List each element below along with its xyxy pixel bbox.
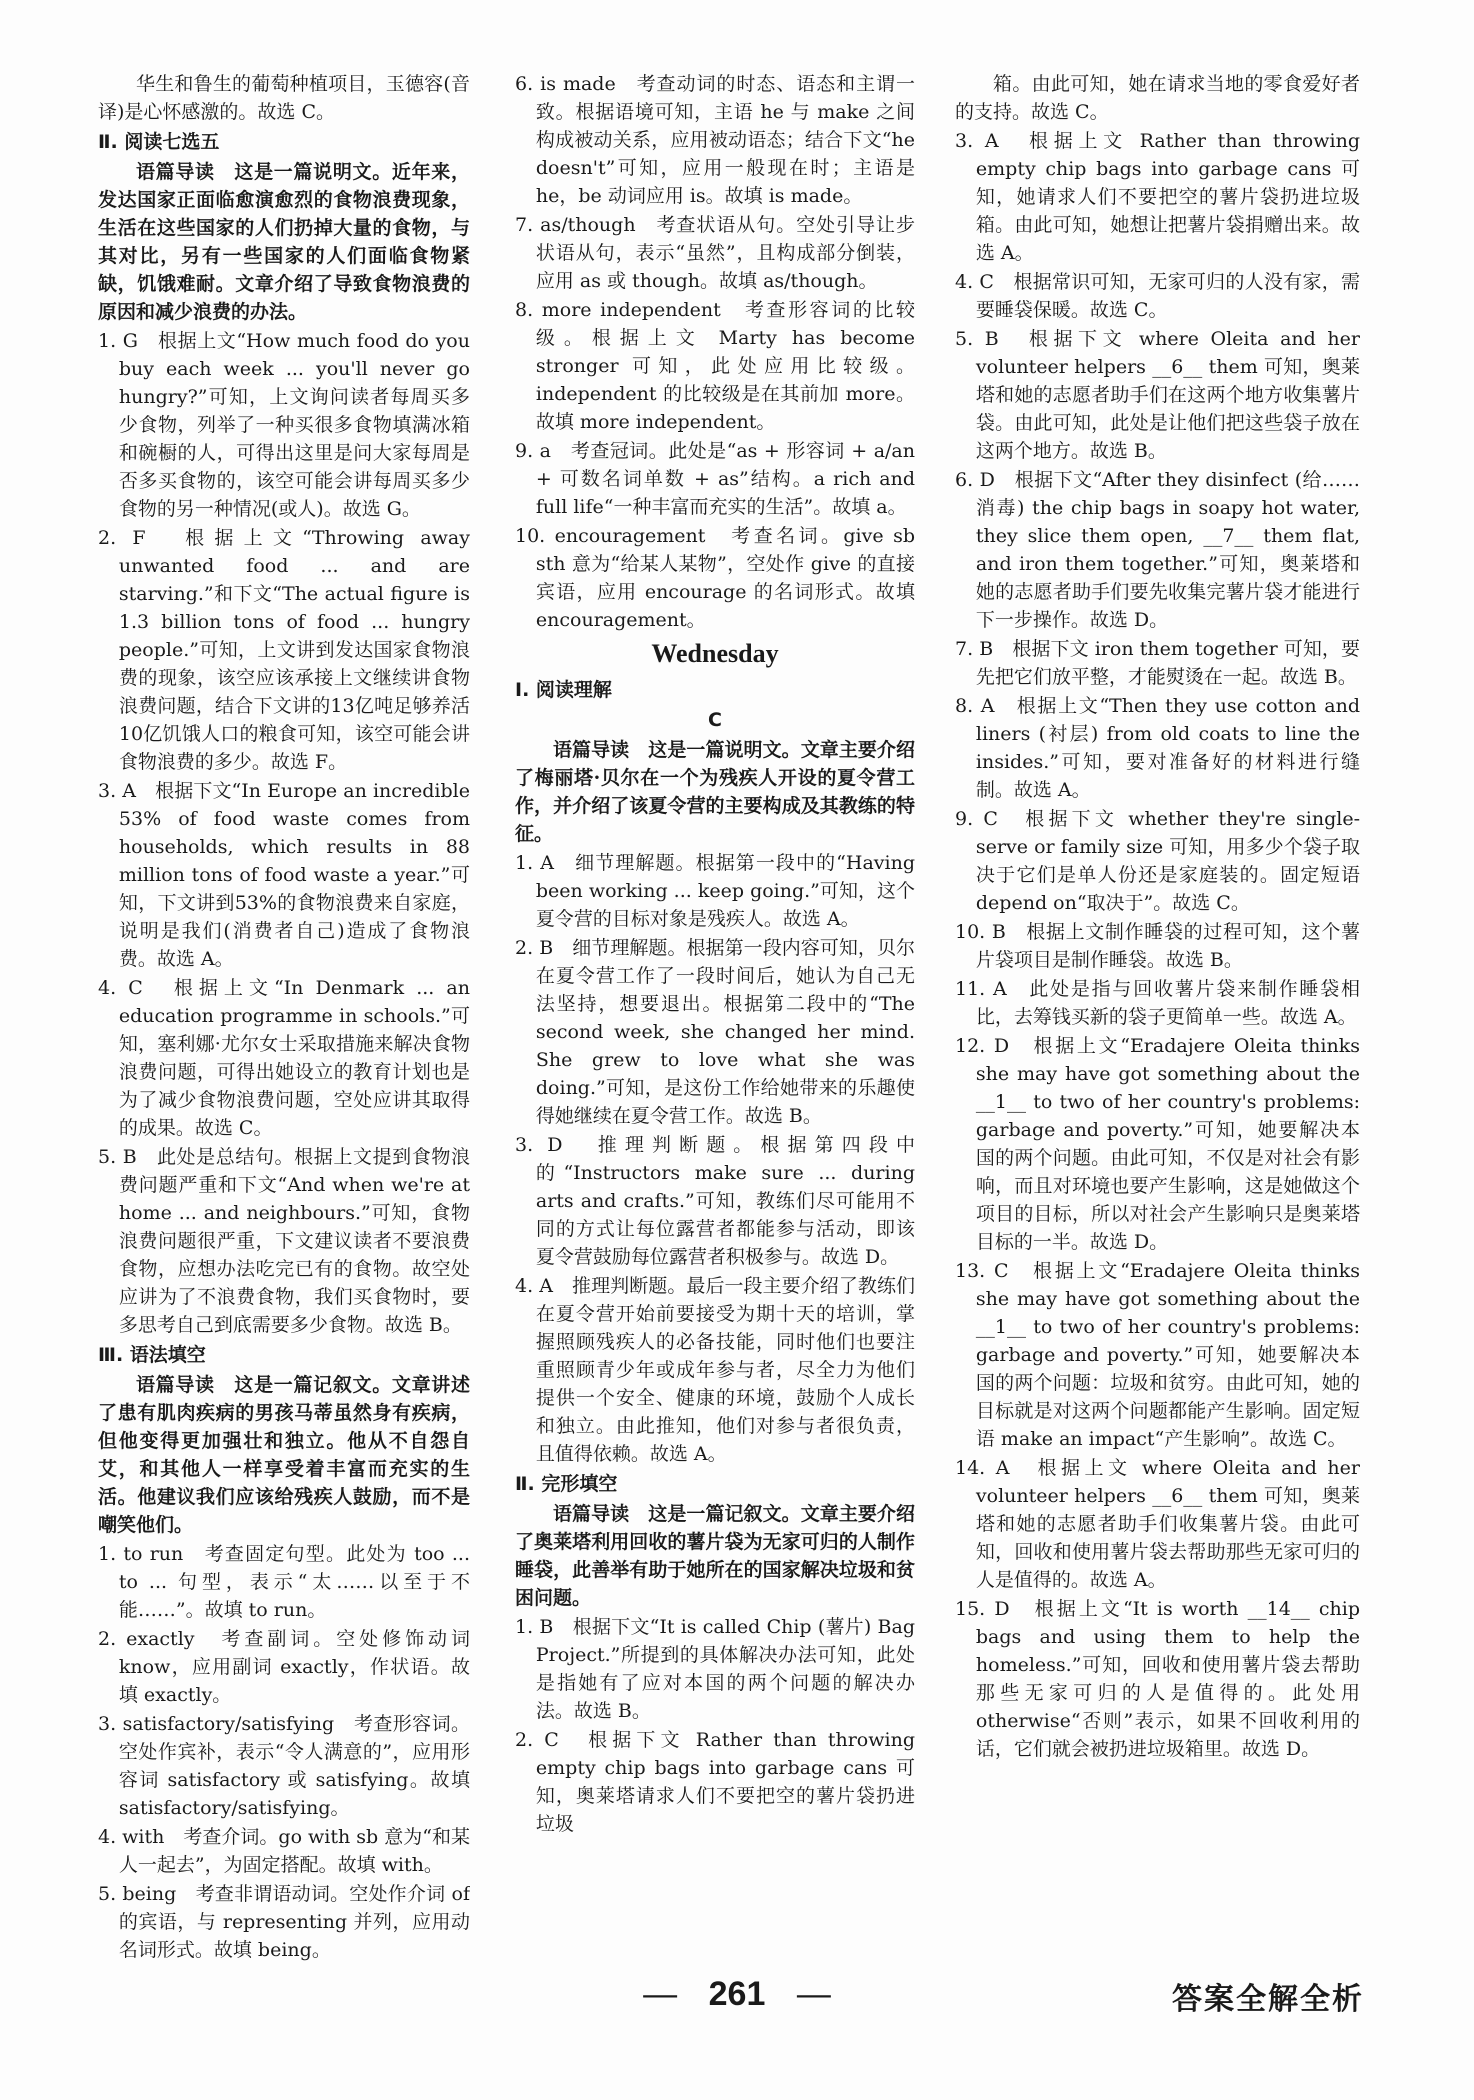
answer-item: 11. A 此处是指与回收薯片袋来制作睡袋相比，去筹钱买新的袋子更简单一些。故选 A。 [955,978,1360,1028]
book-section-title: 答案全解全析 [1172,1982,1364,2017]
answer-item: 12. D 根据上文“Eradajere Oleita thinks she may have got something about the __1__ to two of her country's problems: garbage and poverty.”可知，她要解决本国的两个问题。由此可知，不仅是对社会有影响，而且对环境也要产生影响，这是她做这个项目的目标，所以对社会产生影响只是奥莱塔目标的一半。故选 D。 [955,1035,1360,1253]
answer-item: 4. C 根据上文“In Denmark ... an education programme in schools.”可知，塞利娜·尤尔女士采取措施来解决食物浪费问题，可得出她设立的教育计划也是为了减少食物浪费问题，空处应讲其取得的成果。故选 C。 [98,977,470,1139]
section-heading: Ⅱ. 阅读七选五 [98,131,220,153]
answer-item: 3. satisfactory/satisfying 考查形容词。空处作宾补，表示“令人满意的”，应用形容词 satisfactory 或 satisfying。故填 satisfactory/satisfying。 [98,1713,470,1819]
answer-item: 13. C 根据上文“Eradajere Oleita thinks she may have got something about the __1__ to two of her country's problems: garbage and poverty.”可知，她要解决本国的两个问题：垃圾和贫穷。由此可知，她的目标就是对这两个问题都能产生影响。固定短语 make an impact“产生影响”。故选 C。 [955,1260,1360,1450]
answer-item: 6. D 根据下文“After they disinfect (给……消毒) the chip bags in soapy hot water, they slice them open, __7__ them flat, and iron them together.”可知，奥莱塔和她的志愿者助手们要先收集完薯片袋才能进行下一步操作。故选 D。 [955,469,1360,631]
answer-item: 3. A 根据上文 Rather than throwing empty chip bags into garbage cans 可知，她请求人们不要把空的薯片袋扔进垃圾箱。由此可知，她想让把薯片袋捐赠出来。故选 A。 [955,130,1360,264]
answer-item: 8. A 根据上文“Then they use cotton and liners (衬层) from old coats to line the insides.”可知，要对准备好的材料进行缝制。故选 A。 [955,695,1360,801]
answer-item: 4. with 考查介词。go with sb 意为“和某人一起去”，为固定搭配。故填 with。 [98,1826,470,1876]
answer-item: 2. B 细节理解题。根据第一段内容可知，贝尔在夏令营工作了一段时间后，她认为自己无法坚持，想要退出。根据第二段中的“The second week, she changed her mind. She grew to love what she was doing.”可知，是这份工作给她带来的乐趣使得她继续在夏令营工作。故选 B。 [515,937,915,1127]
answer-item: 3. D 推理判断题。根据第四段中的“Instructors make sure ... during arts and crafts.”可知，教练们尽可能用不同的方式让每位露营者都能参与活动，即该夏令营鼓励每位露营者积极参与。故选 D。 [515,1134,915,1268]
answer-item: 5. B 此处是总结句。根据上文提到食物浪费问题严重和下文“And when we're at home ... and neighbours.”可知，食物浪费问题很严重，下文建议读者不要浪费食物，应想办法吃完已有的食物。故空处应讲为了不浪费食物，我们买食物时，要多思考自己到底需要多少食物。故选 B。 [98,1146,470,1336]
answer-item: 5. B 根据下文 where Oleita and her volunteer helpers __6__ them 可知，奥莱塔和她的志愿者助手们在这两个地方收集薯片袋。由此可知，此处是让他们把这些袋子放在这两个地方。故选 B。 [955,328,1360,462]
answer-item: 1. B 根据下文“It is called Chip (薯片) Bag Project.”所提到的具体解决办法可知，此处是指她有了应对本国的两个问题的解决办法。故选 B。 [515,1616,915,1722]
answer-item: 2. C 根据下文 Rather than throwing empty chip bags into garbage cans 可知，奥莱塔请求人们不要把空的薯片袋扔进垃圾 [515,1729,915,1835]
answer-item: 9. C 根据下文 whether they're single-serve or family size 可知，用多少个袋子取决于它们是单人份还是家庭装的。固定短语 depend on“取决于”。故选 C。 [955,808,1360,914]
answer-item: 1. A 细节理解题。根据第一段中的“Having been working ... keep going.”可知，这个夏令营的目标对象是残疾人。故选 A。 [515,852,915,930]
column-left [98,70,470,1970]
answer-item: 3. A 根据下文“In Europe an incredible 53% of food waste comes from households, which results in 88 million tons of food waste a year.”可知，下文讲到53%的食物浪费来自家庭，说明是我们(消费者自己)造成了食物浪费。故选 A。 [98,780,470,970]
page-number-dash-right: — [796,1975,831,2013]
day-heading: Wednesday [651,639,779,668]
answer-item: 9. a 考查冠词。此处是“as + 形容词 + a/an + 可数名词单数 + as”结构。a rich and full life“一种丰富而充实的生活”。故填 a。 [515,440,915,518]
answer-item: 15. D 根据上文“It is worth __14__ chip bags and using them to help the homeless.”可知，回收和使用薯片袋去帮助那些无家可归的人是值得的。此处用 otherwise“否则”表示，如果不回收利用的话，它们就会被扔进垃圾箱里。故选 D。 [955,1598,1360,1760]
answer-item: 8. more independent 考查形容词的比较级。根据上文 Marty has become stronger 可知，此处应用比较级。independent 的比较级是在其前加 more。故填 more independent。 [515,299,915,433]
answer-item: 10. B 根据上文制作睡袋的过程可知，这个薯片袋项目是制作睡袋。故选 B。 [955,921,1360,971]
answer-item: 1. to run 考查固定句型。此处为 too ... to ... 句型，表示“太……以至于不能……”。故填 to run。 [98,1543,470,1621]
answer-item: 7. B 根据下文 iron them together 可知，要先把它们放平整，才能熨烫在一起。故选 B。 [955,638,1360,688]
section-heading: Ⅲ. 语法填空 [98,1344,206,1366]
answer-item: 2. F 根据上文“Throwing away unwanted food ... and are starving.”和下文“The actual figure is 1.3 billion tons of food ... hungry people.”可知，上文讲到发达国家食物浪费的现象，该空应该承接上文继续讲食物浪费问题，结合下文讲的13亿吨足够养活10亿饥饿人口的粮食可知，该空可能会讲食物浪费的多少。故选 F。 [98,527,470,773]
answer-item: 4. A 推理判断题。最后一段主要介绍了教练们在夏令营开始前要接受为期十天的培训，掌握照顾残疾人的必备技能，同时他们也要注重照顾青少年或成年参与者，尽全力为他们提供一个安全、健康的环境，鼓励个人成长和独立。由此推知，他们对参与者很负责，且值得依赖。故选 A。 [515,1275,915,1465]
passage-guide: 语篇导读 这是一篇说明文。近年来，发达国家正面临愈演愈烈的食物浪费现象，生活在这些国家的人们扔掉大量的食物，与其对比，另有一些国家的人们面临食物紧缺，饥饿难耐。文章介绍了导致食物浪费的原因和减少浪费的办法。 [98,161,470,323]
column-right [955,70,1360,1970]
answer-item: 1. G 根据上文“How much food do you buy each week ... you'll never go hungry?”可知，上文询问读者每周买多少食物，列举了一种买很多食物填满冰箱和碗橱的人，可得出这里是问大家每周是否多买食物的，该空可能会讲每周买多少食物的另一种情况(或人)。故选 G。 [98,330,470,520]
passage-label: C [708,709,722,731]
answer-item: 5. being 考查非谓语动词。空处作介词 of 的宾语，与 representing 并列，应用动名词形式。故填 being。 [98,1883,470,1961]
column-middle [515,70,915,1970]
answer-item: 4. C 根据常识可知，无家可归的人没有家，需要睡袋保暖。故选 C。 [955,271,1360,321]
answer-item: 6. is made 考查动词的时态、语态和主谓一致。根据语境可知，主语 he 与 make 之间构成被动关系，应用被动语态；结合下文“he doesn't”可知，应用一般现在时；主语是 he，be 动词应用 is。故填 is made。 [515,73,915,207]
passage-guide: 语篇导读 这是一篇说明文。文章主要介绍了梅丽塔·贝尔在一个为残疾人开设的夏令营工作，并介绍了该夏令营的主要构成及其教练的特征。 [515,739,915,845]
answer-item: 2. exactly 考查副词。空处修饰动词 know，应用副词 exactly，作状语。故填 exactly。 [98,1628,470,1706]
section-heading: Ⅰ. 阅读理解 [515,679,612,701]
paragraph: 箱。由此可知，她在请求当地的零食爱好者的支持。故选 C。 [955,73,1360,123]
paragraph: 华生和鲁生的葡萄种植项目，玉德容(音译)是心怀感激的。故选 C。 [98,73,470,123]
answer-item: 7. as/though 考查状语从句。空处引导让步状语从句，表示“虽然”，且构成部分倒装，应用 as 或 though。故填 as/though。 [515,214,915,292]
page-number-dash-left: — [643,1975,678,2013]
passage-guide: 语篇导读 这是一篇记叙文。文章讲述了患有肌肉疾病的男孩马蒂虽然身有疾病，但他变得更加强壮和独立。他从不自怨自艾，和其他人一样享受着丰富而充实的生活。他建议我们应该给残疾人鼓励，而不是嘲笑他们。 [98,1374,470,1536]
answer-item: 10. encouragement 考查名词。give sb sth 意为“给某人某物”，空处作 give 的直接宾语，应用 encourage 的名词形式。故填 encouragement。 [515,525,915,631]
section-heading: Ⅱ. 完形填空 [515,1473,618,1495]
passage-guide: 语篇导读 这是一篇记叙文。文章主要介绍了奥莱塔利用回收的薯片袋为无家可归的人制作睡袋，此善举有助于她所在的国家解决垃圾和贫困问题。 [515,1503,915,1609]
page-number-value: 261 [708,1975,766,2013]
answer-item: 14. A 根据上文 where Oleita and her volunteer helpers __6__ them 可知，奥莱塔和她的志愿者助手们收集薯片袋。由此可知，回收和使用薯片袋去帮助那些无家可归的人是值得的。故选 A。 [955,1457,1360,1591]
